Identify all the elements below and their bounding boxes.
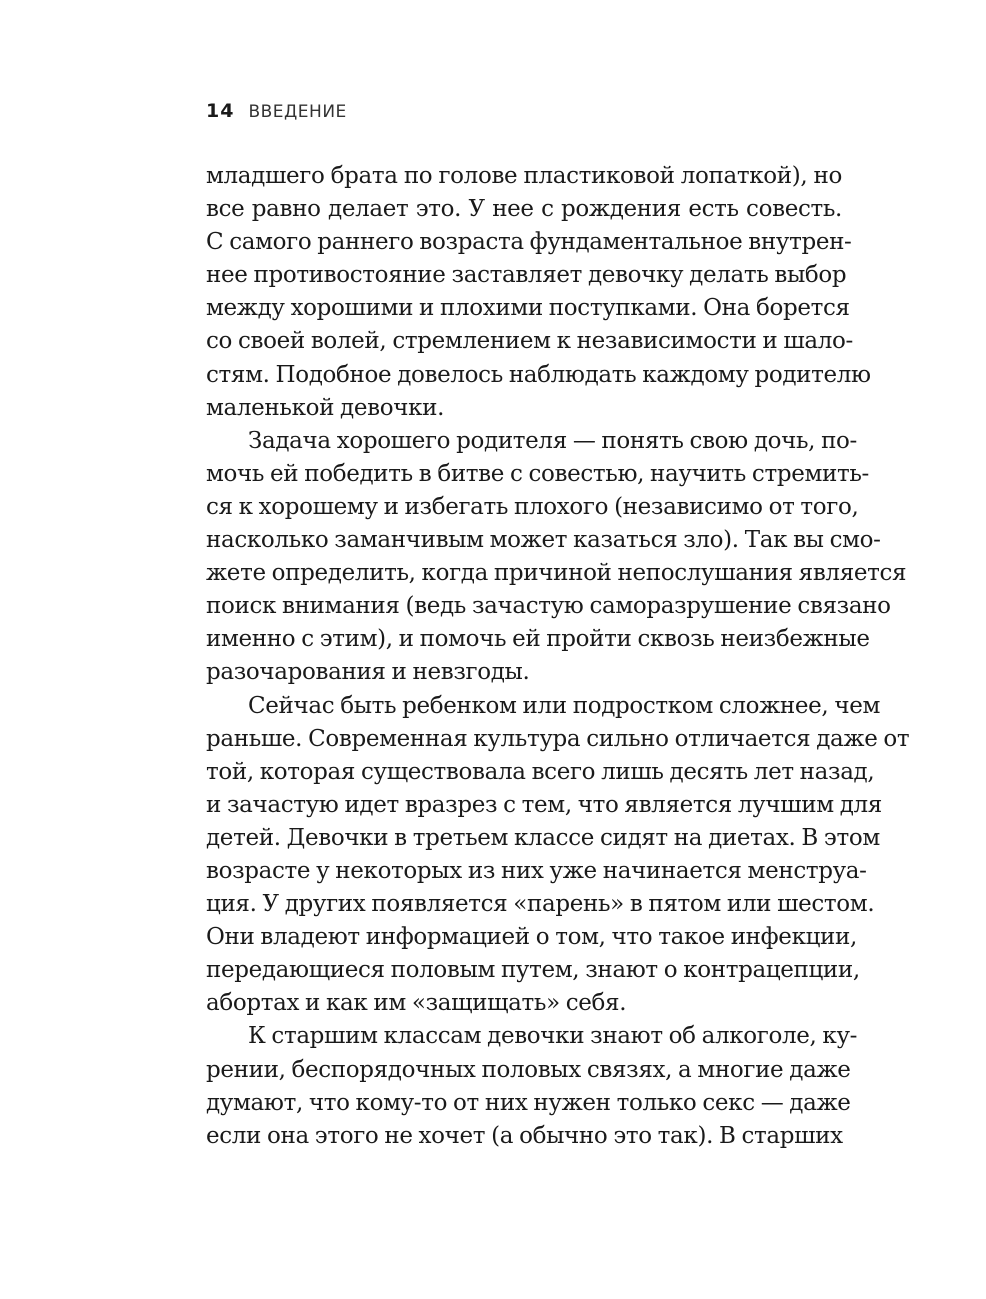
text-line: абортах и как им «защищать» себя. [206, 990, 627, 1017]
section-title: ВВЕДЕНИЕ [248, 102, 347, 122]
text-line: со своей волей, стремлением к независимости и шало- [206, 328, 853, 355]
text-line: именно с этим), и помочь ей пройти сквозь неизбежные [206, 626, 870, 653]
text-line: детей. Девочки в третьем классе сидят на диетах. В этом [206, 824, 880, 851]
text-line: младшего брата по голове пластиковой лопаткой), но [206, 163, 842, 189]
text-line: ся к хорошему и избегать плохого (независимо от того, [206, 493, 859, 520]
text-line: все равно делает это. У нее с рождения есть совесть. [206, 196, 842, 223]
text-line: и зачастую идет вразрез с тем, что является лучшим для [206, 791, 882, 818]
text-line: ция. У других появляется «парень» в пятом или шестом. [206, 891, 875, 918]
text-line: нее противостояние заставляет девочку делать выбор [206, 262, 847, 289]
text-line: маленькой девочки. [206, 394, 445, 421]
running-header [206, 100, 347, 122]
page-number: 14 [206, 100, 235, 122]
text-line: раньше. Современная культура сильно отличается даже от [206, 725, 910, 752]
text-line: возрасте у некоторых из них уже начинается менструа- [206, 857, 867, 884]
text-line: той, которая существовала всего лишь десять лет назад, [206, 758, 875, 785]
text-line: С самого раннего возраста фундаментальное внутрен- [206, 229, 852, 256]
text-line: насколько заманчивым может казаться зло). Так вы смо- [206, 527, 881, 554]
text-line: К старшим классам девочки знают об алкоголе, ку- [248, 1023, 858, 1050]
text-line: разочарования и невзгоды. [206, 659, 530, 686]
text-line: передающиеся половым путем, знают о контрацепции, [206, 957, 860, 984]
body-text [206, 160, 910, 1153]
text-line: Они владеют информацией о том, что такое инфекции, [206, 924, 857, 951]
text-line: мочь ей победить в битве с совестью, научить стремить- [206, 460, 869, 487]
text-line: если она этого не хочет (а обычно это так). В старших [206, 1122, 843, 1149]
text-line: жете определить, когда причиной непослушания является [206, 560, 907, 587]
text-line: между хорошими и плохими поступками. Она борется [206, 295, 850, 322]
text-line: Задача хорошего родителя — понять свою дочь, по- [248, 427, 857, 454]
text-line: стям. Подобное довелось наблюдать каждому родителю [206, 361, 871, 388]
text-line: думают, что кому-то от них нужен только секс — даже [206, 1089, 851, 1116]
text-line: поиск внимания (ведь зачастую саморазрушение связано [206, 593, 891, 620]
text-line: Сейчас быть ребенком или подростком сложнее, чем [248, 692, 881, 719]
text-line: рении, беспорядочных половых связях, а многие даже [206, 1056, 851, 1083]
